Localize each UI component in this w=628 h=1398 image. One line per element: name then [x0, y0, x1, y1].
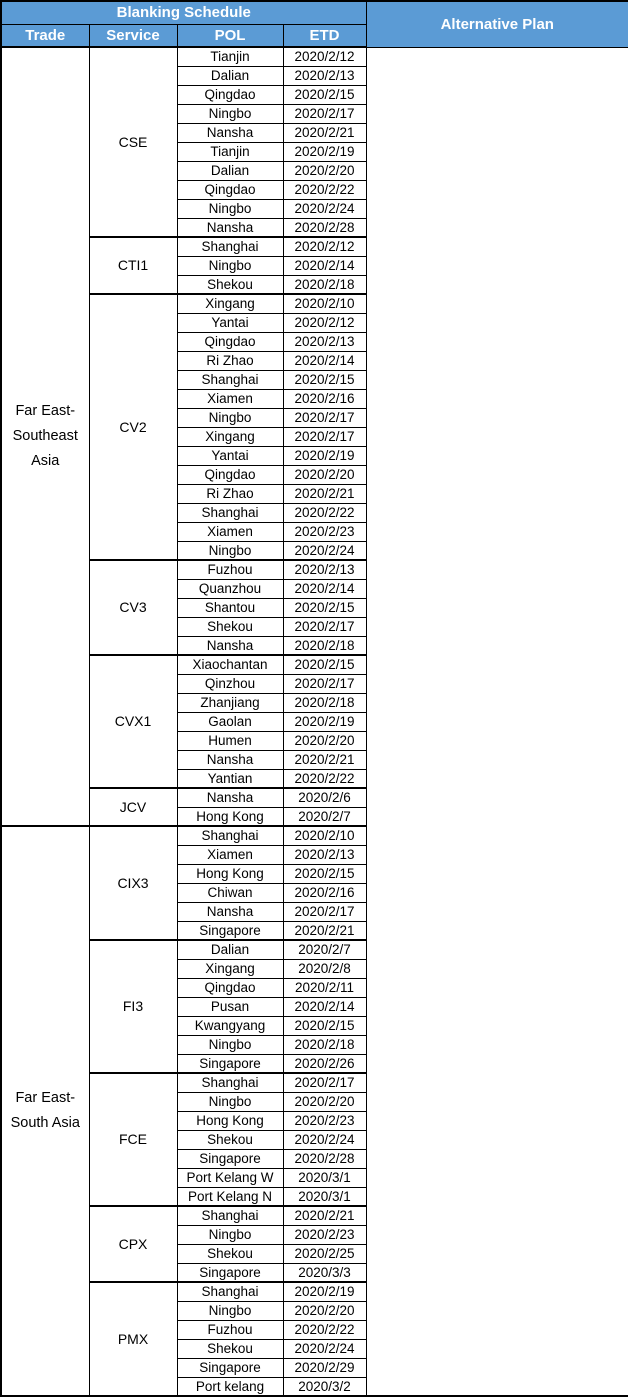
pol-cell[interactable]: Humen: [177, 731, 283, 750]
pol-cell[interactable]: Nansha: [177, 788, 283, 807]
pol-cell[interactable]: Shanghai: [177, 826, 283, 845]
etd-cell[interactable]: 2020/2/24: [283, 1130, 366, 1149]
pol-cell[interactable]: Hong Kong: [177, 1111, 283, 1130]
etd-cell[interactable]: 2020/2/15: [283, 598, 366, 617]
pol-cell[interactable]: Singapore: [177, 1054, 283, 1073]
trade-cell[interactable]: Far East-Southeast Asia: [1, 47, 89, 826]
etd-cell[interactable]: 2020/2/19: [283, 712, 366, 731]
etd-cell[interactable]: 2020/2/14: [283, 351, 366, 370]
etd-cell[interactable]: 2020/2/16: [283, 883, 366, 902]
pol-cell[interactable]: Singapore: [177, 921, 283, 940]
etd-cell[interactable]: 2020/2/17: [283, 427, 366, 446]
table-row: [1, 560, 628, 579]
etd-cell[interactable]: 2020/2/22: [283, 503, 366, 522]
table-header: [1, 1, 628, 47]
etd-cell[interactable]: 2020/2/8: [283, 959, 366, 978]
etd-cell[interactable]: 2020/2/14: [283, 997, 366, 1016]
service-cell[interactable]: JCV: [89, 788, 177, 826]
etd-cell[interactable]: 2020/2/17: [283, 1073, 366, 1092]
column-header-trade[interactable]: Trade: [1, 24, 89, 47]
etd-cell[interactable]: 2020/2/24: [283, 1339, 366, 1358]
pol-cell[interactable]: Dalian: [177, 66, 283, 85]
column-header-etd[interactable]: ETD: [283, 24, 366, 47]
etd-cell[interactable]: 2020/2/14: [283, 579, 366, 598]
pol-cell[interactable]: Xiaochantan: [177, 655, 283, 674]
pol-cell[interactable]: Ningbo: [177, 1301, 283, 1320]
etd-cell[interactable]: 2020/3/1: [283, 1187, 366, 1206]
etd-cell[interactable]: 2020/2/15: [283, 85, 366, 104]
pol-cell[interactable]: Singapore: [177, 1263, 283, 1282]
table-row: [1, 655, 628, 674]
etd-cell[interactable]: 2020/2/15: [283, 1016, 366, 1035]
etd-cell[interactable]: 2020/2/25: [283, 1244, 366, 1263]
etd-cell[interactable]: 2020/2/22: [283, 769, 366, 788]
pol-cell[interactable]: Ri Zhao: [177, 351, 283, 370]
service-cell[interactable]: CSE: [89, 47, 177, 237]
etd-cell[interactable]: 2020/2/28: [283, 218, 366, 237]
alternative-plan-header[interactable]: Alternative Plan: [366, 1, 628, 47]
etd-cell[interactable]: 2020/2/19: [283, 446, 366, 465]
etd-cell[interactable]: 2020/2/10: [283, 294, 366, 313]
etd-cell[interactable]: 2020/2/21: [283, 484, 366, 503]
etd-cell[interactable]: 2020/2/23: [283, 1111, 366, 1130]
pol-cell[interactable]: Port Kelang N: [177, 1187, 283, 1206]
pol-cell[interactable]: Zhanjiang: [177, 693, 283, 712]
pol-cell[interactable]: Fuzhou: [177, 560, 283, 579]
pol-cell[interactable]: Qingdao: [177, 85, 283, 104]
pol-cell[interactable]: Port kelang: [177, 1377, 283, 1396]
etd-cell[interactable]: 2020/2/28: [283, 1149, 366, 1168]
table-row: [1, 788, 628, 807]
pol-cell[interactable]: Qingdao: [177, 465, 283, 484]
pol-cell[interactable]: Nansha: [177, 750, 283, 769]
etd-cell[interactable]: 2020/2/24: [283, 199, 366, 218]
etd-cell[interactable]: 2020/2/20: [283, 1301, 366, 1320]
pol-cell[interactable]: Ningbo: [177, 256, 283, 275]
pol-cell[interactable]: Xingang: [177, 959, 283, 978]
pol-cell[interactable]: Dalian: [177, 161, 283, 180]
etd-cell[interactable]: 2020/2/13: [283, 66, 366, 85]
table-row: [1, 1206, 628, 1225]
pol-cell[interactable]: Qinzhou: [177, 674, 283, 693]
etd-cell[interactable]: 2020/2/23: [283, 522, 366, 541]
etd-cell[interactable]: 2020/2/21: [283, 123, 366, 142]
pol-cell[interactable]: Shanghai: [177, 1282, 283, 1301]
etd-cell[interactable]: 2020/2/6: [283, 788, 366, 807]
pol-cell[interactable]: Nansha: [177, 218, 283, 237]
etd-cell[interactable]: 2020/2/20: [283, 465, 366, 484]
table-row: [1, 47, 628, 66]
pol-cell[interactable]: Hong Kong: [177, 807, 283, 826]
pol-cell[interactable]: Shekou: [177, 1244, 283, 1263]
etd-cell[interactable]: 2020/2/14: [283, 256, 366, 275]
etd-cell[interactable]: 2020/2/21: [283, 921, 366, 940]
etd-cell[interactable]: 2020/2/21: [283, 1206, 366, 1225]
etd-cell[interactable]: 2020/3/3: [283, 1263, 366, 1282]
etd-cell[interactable]: 2020/2/10: [283, 826, 366, 845]
etd-cell[interactable]: 2020/2/15: [283, 864, 366, 883]
etd-cell[interactable]: 2020/2/22: [283, 1320, 366, 1339]
table-row: [1, 237, 628, 256]
pol-cell[interactable]: Xingang: [177, 427, 283, 446]
etd-cell[interactable]: 2020/2/20: [283, 1092, 366, 1111]
pol-cell[interactable]: Yantai: [177, 446, 283, 465]
service-cell[interactable]: CTI1: [89, 237, 177, 294]
etd-cell[interactable]: 2020/2/13: [283, 845, 366, 864]
service-cell[interactable]: PMX: [89, 1282, 177, 1396]
pol-cell[interactable]: Quanzhou: [177, 579, 283, 598]
pol-cell[interactable]: Singapore: [177, 1358, 283, 1377]
pol-cell[interactable]: Ningbo: [177, 408, 283, 427]
etd-cell[interactable]: 2020/2/7: [283, 807, 366, 826]
pol-cell[interactable]: Tianjin: [177, 47, 283, 66]
pol-cell[interactable]: Xiamen: [177, 389, 283, 408]
trade-cell[interactable]: Far East-South Asia: [1, 826, 89, 1396]
etd-cell[interactable]: 2020/2/17: [283, 104, 366, 123]
pol-cell[interactable]: Shanghai: [177, 1073, 283, 1092]
pol-cell[interactable]: Ningbo: [177, 541, 283, 560]
etd-cell[interactable]: 2020/2/12: [283, 313, 366, 332]
service-cell[interactable]: CVX1: [89, 655, 177, 788]
pol-cell[interactable]: Ningbo: [177, 1092, 283, 1111]
service-cell[interactable]: CIX3: [89, 826, 177, 940]
pol-cell[interactable]: Shekou: [177, 1339, 283, 1358]
pol-cell[interactable]: Pusan: [177, 997, 283, 1016]
pol-cell[interactable]: Hong Kong: [177, 864, 283, 883]
pol-cell[interactable]: Fuzhou: [177, 1320, 283, 1339]
etd-cell[interactable]: 2020/2/18: [283, 693, 366, 712]
etd-cell[interactable]: 2020/2/21: [283, 750, 366, 769]
etd-cell[interactable]: 2020/2/18: [283, 1035, 366, 1054]
blanking-schedule-header[interactable]: Blanking Schedule: [1, 1, 366, 24]
pol-cell[interactable]: Chiwan: [177, 883, 283, 902]
pol-cell[interactable]: Ningbo: [177, 104, 283, 123]
pol-cell[interactable]: Shekou: [177, 1130, 283, 1149]
pol-cell[interactable]: Nansha: [177, 902, 283, 921]
column-header-pol[interactable]: POL: [177, 24, 283, 47]
pol-cell[interactable]: Shekou: [177, 275, 283, 294]
pol-cell[interactable]: Tianjin: [177, 142, 283, 161]
pol-cell[interactable]: Ningbo: [177, 199, 283, 218]
pol-cell[interactable]: Shanghai: [177, 237, 283, 256]
table-body: [1, 47, 628, 1396]
pol-cell[interactable]: Qingdao: [177, 332, 283, 351]
pol-cell[interactable]: Qingdao: [177, 978, 283, 997]
pol-cell[interactable]: Ningbo: [177, 1035, 283, 1054]
table-row: [1, 294, 628, 313]
pol-cell[interactable]: Dalian: [177, 940, 283, 959]
column-header-service[interactable]: Service: [89, 24, 177, 47]
etd-cell[interactable]: 2020/2/17: [283, 902, 366, 921]
etd-cell[interactable]: 2020/3/2: [283, 1377, 366, 1396]
etd-cell[interactable]: 2020/2/18: [283, 275, 366, 294]
etd-cell[interactable]: 2020/2/17: [283, 674, 366, 693]
table-row: [1, 826, 628, 845]
pol-cell[interactable]: Xingang: [177, 294, 283, 313]
etd-cell[interactable]: 2020/2/26: [283, 1054, 366, 1073]
etd-cell[interactable]: 2020/2/7: [283, 940, 366, 959]
pol-cell[interactable]: Yantai: [177, 313, 283, 332]
pol-cell[interactable]: Qingdao: [177, 180, 283, 199]
etd-cell[interactable]: 2020/2/22: [283, 180, 366, 199]
service-cell[interactable]: FCE: [89, 1073, 177, 1206]
service-cell[interactable]: CV3: [89, 560, 177, 655]
etd-cell[interactable]: 2020/3/1: [283, 1168, 366, 1187]
pol-cell[interactable]: Kwangyang: [177, 1016, 283, 1035]
pol-cell[interactable]: Nansha: [177, 636, 283, 655]
etd-cell[interactable]: 2020/2/11: [283, 978, 366, 997]
pol-cell[interactable]: Shanghai: [177, 1206, 283, 1225]
service-cell[interactable]: CV2: [89, 294, 177, 560]
etd-cell[interactable]: 2020/2/29: [283, 1358, 366, 1377]
pol-cell[interactable]: Shanghai: [177, 503, 283, 522]
pol-cell[interactable]: Ningbo: [177, 1225, 283, 1244]
pol-cell[interactable]: Singapore: [177, 1149, 283, 1168]
etd-cell[interactable]: 2020/2/19: [283, 1282, 366, 1301]
etd-cell[interactable]: 2020/2/13: [283, 332, 366, 351]
pol-cell[interactable]: Port Kelang W: [177, 1168, 283, 1187]
etd-cell[interactable]: 2020/2/20: [283, 731, 366, 750]
etd-cell[interactable]: 2020/2/19: [283, 142, 366, 161]
etd-cell[interactable]: 2020/2/15: [283, 655, 366, 674]
etd-cell[interactable]: 2020/2/15: [283, 370, 366, 389]
pol-cell[interactable]: Xiamen: [177, 522, 283, 541]
etd-cell[interactable]: 2020/2/20: [283, 161, 366, 180]
pol-cell[interactable]: Yantian: [177, 769, 283, 788]
pol-cell[interactable]: Ri Zhao: [177, 484, 283, 503]
pol-cell[interactable]: Shanghai: [177, 370, 283, 389]
etd-cell[interactable]: 2020/2/17: [283, 617, 366, 636]
pol-cell[interactable]: Xiamen: [177, 845, 283, 864]
pol-cell[interactable]: Shantou: [177, 598, 283, 617]
etd-cell[interactable]: 2020/2/24: [283, 541, 366, 560]
table-row: [1, 1282, 628, 1301]
pol-cell[interactable]: Nansha: [177, 123, 283, 142]
etd-cell[interactable]: 2020/2/16: [283, 389, 366, 408]
etd-cell[interactable]: 2020/2/12: [283, 237, 366, 256]
etd-cell[interactable]: 2020/2/17: [283, 408, 366, 427]
etd-cell[interactable]: 2020/2/12: [283, 47, 366, 66]
etd-cell[interactable]: 2020/2/18: [283, 636, 366, 655]
pol-cell[interactable]: Shekou: [177, 617, 283, 636]
service-cell[interactable]: FI3: [89, 940, 177, 1073]
etd-cell[interactable]: 2020/2/23: [283, 1225, 366, 1244]
etd-cell[interactable]: 2020/2/13: [283, 560, 366, 579]
service-cell[interactable]: CPX: [89, 1206, 177, 1282]
table-row: [1, 1073, 628, 1092]
table-row: [1, 940, 628, 959]
pol-cell[interactable]: Gaolan: [177, 712, 283, 731]
